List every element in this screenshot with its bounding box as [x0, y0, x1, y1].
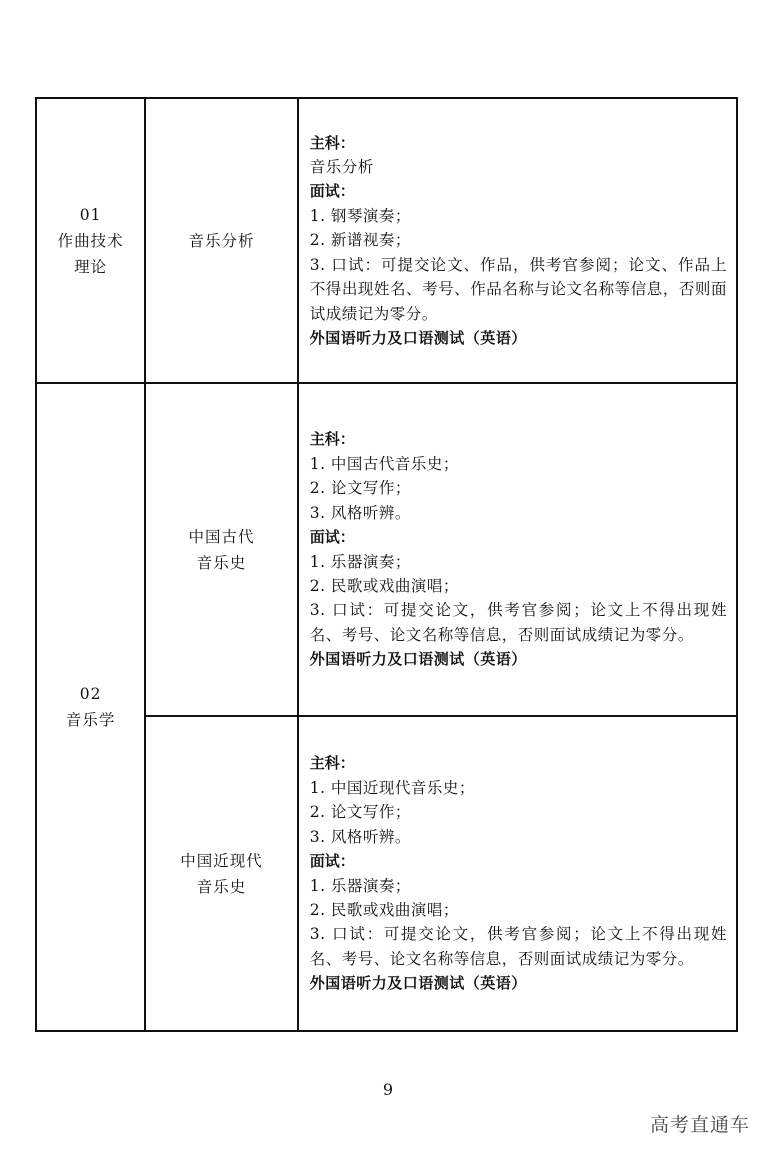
direction-cell	[145, 383, 297, 716]
language-test: 外国语听力及口语测试（英语）	[309, 328, 527, 347]
exam-requirements-table	[35, 97, 738, 1032]
direction-name: 中国近现代	[180, 851, 263, 870]
main-subject-item: 3. 风格听辨。	[309, 827, 411, 846]
interview-item: 1. 乐器演奏；	[309, 552, 411, 571]
interview-item: 2. 民歌或戏曲演唱；	[309, 900, 459, 919]
main-subject-item: 2. 论文写作；	[309, 479, 411, 498]
major-cell	[36, 98, 145, 383]
requirements-cell	[298, 716, 737, 1031]
table-row	[36, 98, 737, 383]
major-code: 01	[79, 205, 102, 224]
table-row	[36, 383, 737, 716]
direction-name: 音乐分析	[188, 231, 255, 250]
major-name-line: 作曲技术	[57, 231, 124, 250]
main-subject-heading: 主科：	[309, 133, 355, 152]
direction-cell	[145, 98, 297, 383]
watermark: 高考直通车	[649, 1114, 750, 1136]
main-subject-heading: 主科：	[309, 754, 355, 773]
language-test: 外国语听力及口语测试（英语）	[309, 974, 527, 993]
interview-heading: 面试：	[309, 528, 355, 547]
main-subject-item: 3. 风格听辨。	[309, 503, 411, 522]
language-test: 外国语听力及口语测试（英语）	[309, 650, 527, 669]
interview-item: 3. 口试：可提交论文、作品，供考官参阅；论文、作品上不得出现姓名、考号、作品名称与论文名称等信息，否则面试成绩记为零分。	[309, 255, 727, 323]
major-name-line: 理论	[74, 257, 108, 276]
interview-heading: 面试：	[309, 852, 355, 871]
main-subject-item: 2. 论文写作；	[309, 803, 411, 822]
requirements-cell	[298, 383, 737, 716]
interview-item: 1. 钢琴演奏；	[309, 206, 411, 225]
interview-heading: 面试：	[309, 182, 355, 201]
page-number: 9	[382, 1080, 394, 1099]
direction-name: 音乐史	[196, 877, 247, 896]
major-code: 02	[79, 685, 102, 703]
direction-name: 中国古代	[188, 527, 255, 546]
major-name-line: 音乐学	[65, 711, 116, 729]
interview-item: 1. 乐器演奏；	[309, 876, 411, 895]
interview-item: 3. 口试：可提交论文，供考官参阅；论文上不得出现姓名、考号、论文名称等信息，否则面试成绩记为零分。	[309, 601, 727, 644]
main-subject-item: 1. 中国近现代音乐史；	[309, 778, 475, 797]
interview-item: 3. 口试：可提交论文，供考官参阅；论文上不得出现姓名、考号、论文名称等信息，否则面试成绩记为零分。	[309, 925, 727, 968]
requirements-cell	[298, 98, 737, 383]
direction-cell	[145, 716, 297, 1031]
main-subject-item: 音乐分析	[309, 158, 374, 177]
direction-name: 音乐史	[196, 553, 247, 572]
main-subject-item: 1. 中国古代音乐史；	[309, 454, 459, 473]
interview-item: 2. 新谱视奏；	[309, 231, 411, 250]
main-subject-heading: 主科：	[309, 430, 355, 449]
major-cell	[36, 383, 145, 1031]
interview-item: 2. 民歌或戏曲演唱；	[309, 576, 459, 595]
